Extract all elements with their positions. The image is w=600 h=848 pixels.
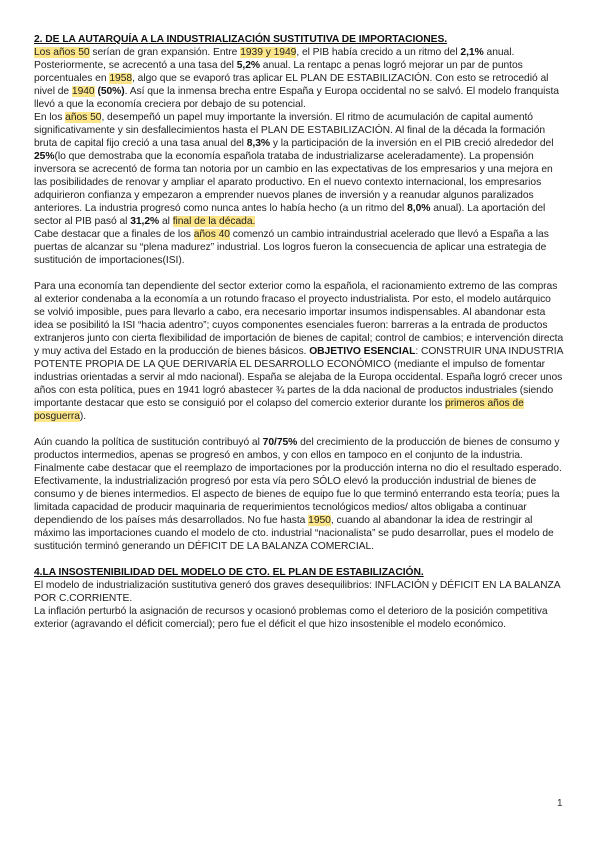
text-run: anual. La rentapc a penas logró mejorar un par de puntos porcentuales en [34, 60, 523, 84]
section-heading-4: 4.LA INSOSTENIBILIDAD DEL MODELO DE CTO. EL PLAN DE ESTABILIZACIÓN. [34, 567, 424, 578]
text-run: . Así que la inmensa brecha entre España y Europa occidental no se salvó. El modelo franquista llevó a que la economía creciera por debajo de su potencial. [34, 86, 559, 110]
paragraph-7 [34, 579, 564, 605]
text-run: : CONSTRUIR UNA INDUSTRIA POTENTE PROPIA DE LA QUE DERIVARÍA EL DESARROLLO ECONÓMICO (mediante el impulso de fomentar industrias orientadas a servir al mdo nacional). España se alejaba de la Europa occidental. España logró crecer unos años con esta política, pues en 1941 logró abastecer ¾ partes de la dda nacional de productos industriales (siendo importante destacar que esto se consiguió por el colapso del comercio exterior durante los [34, 346, 563, 409]
text-run: , desempeñó un papel muy importante la inversión. El ritmo de acumulación de capital aumentó significativamente y sin desfallecimientos hasta el PLAN DE ESTABILIZACIÓN. Al final de la década la formación bruta de capital fijo creció a una tasa anual del [34, 112, 546, 149]
bold-text: 31,2% [130, 216, 160, 227]
bold-text: 2,1% [460, 47, 484, 58]
bold-text: 25% [34, 151, 55, 162]
text-run: El modelo de industrialización sustitutiva generó dos graves desequilibrios: INFLACIÓN y DÉFICIT EN LA BALANZA POR C.CORRIENTE. [34, 580, 560, 604]
highlighted-text: años 40 [193, 229, 230, 240]
paragraph-8 [34, 605, 564, 631]
text-run: anual. Posteriormente, se acrecentó a una tasa del [34, 47, 515, 71]
text-run: serían de gran expansión. Entre [89, 47, 241, 58]
highlighted-text: 1950 [308, 515, 331, 526]
text-run: del crecimiento de la producción de bienes de consumo y productos intermedios, apenas se progresó en ambos, y con ellos en tampoco en el conjunto de la industria. [34, 437, 560, 461]
page-number: 1 [557, 798, 563, 809]
paragraph-6 [34, 462, 564, 553]
text-run: Cabe destacar que a finales de los [34, 229, 194, 240]
text-run: (lo que demostraba que la economía española trataba de industrializarse aceleradamente). La propensión inversora se acrecentó de forma tan notoria por un cambio en las expectativas de los empresarios y una mejora en las posibilidades de renovar y ampliar el aparato productivo. En el nuevo contexto internacional, los empresarios adquirieron confianza y empezaron a emprender nuevos planes de inversión y a reanudar algunos paralizados anteriores. La industria progresó como nunca antes lo había hecho (a un ritmo del [34, 151, 553, 214]
highlighted-text: final de la década. [172, 216, 256, 227]
text-run: , algo que se evaporó tras aplicar EL PLAN DE ESTABILIZACIÓN. Con esto se retrocedió al nivel de [34, 73, 549, 97]
text-run: comenzó un cambio intraindustrial acelerado que llevó a España a las puertas de alcanzar su “plena madurez” industrial. Los logros fueron la consecuencia de aplicar una estrategia de sustitución de importaciones(ISI). [34, 229, 549, 266]
text-run: , el PIB había crecido a un ritmo del [296, 47, 461, 58]
paragraph-5 [34, 436, 564, 462]
bold-text: 5,2% [236, 60, 260, 71]
text-run: En los [34, 112, 66, 123]
highlighted-text: primeros años de posguerra [34, 398, 524, 422]
paragraph-spacer [34, 553, 564, 566]
page-content [34, 33, 564, 631]
section-heading-2: 2. DE LA AUTARQUÍA A LA INDUSTRIALIZACIÓN SUSTITUTIVA DE IMPORTACIONES. [34, 34, 448, 45]
bold-text: OBJETIVO ESENCIAL [309, 346, 416, 357]
bold-text: (50%) [97, 86, 125, 97]
paragraph-4 [34, 280, 564, 423]
paragraph-spacer [34, 267, 564, 280]
text-run: anual). La aportación del sector al PIB pasó al [34, 203, 546, 227]
paragraph-spacer [34, 423, 564, 436]
paragraph-2 [34, 111, 564, 228]
highlighted-text: 1940 [71, 86, 95, 97]
bold-text: 70/75% [262, 437, 298, 448]
text-run: ). [79, 411, 87, 422]
paragraph-3 [34, 228, 564, 267]
text-run: Para una economía tan dependiente del sector exterior como la española, el racionamiento extremo de las compras al exterior condenaba a la economía a un rotundo fracaso el proyecto industrialista. Por esto, el modelo autárquico se volvió imposible, pues para llevarlo a cabo, era necesario importar insumos indispensables. Al abandonar esta idea se posibilitó la ISI “hacia adentro”; cuyos componentes esenciales fueron: barreras a la entrada de productos extranjeros junto con cierta flexibilidad de importación de bienes de capital; control de cambios; e intervención directa y muy activa del Estado en la producción de bienes básicos. [34, 281, 564, 357]
text-run: La inflación perturbó la asignación de recursos y ocasionó problemas como el deterioro de la posición competitiva exterior (agravando el déficit comercial); pero fue el déficit el que hizo insostenible el modelo económico. [34, 606, 548, 630]
bold-text: 8,0% [407, 203, 431, 214]
text-run: Finalmente cabe destacar que el reemplazo de importaciones por la producción interna no dio el resultado esperado. Efectivamente, la industrialización progresó por esta vía pero SÓLO elevó la producción industrial de bienes de consumo y de bienes intermedios. El aspecto de bienes de equipo fue lo que terminó enterrando esta teoría; pues la limitada capacidad de producir maquinaria de requerimientos tecnológicos medios/ altos obligaba a continuar dependiendo de los países más desarrollados. No fue hasta [34, 463, 562, 526]
bold-text: 8,3% [246, 138, 271, 149]
text-run: Aún cuando la política de sustitución contribuyó al [34, 437, 263, 448]
highlighted-text: Los años 50 [34, 47, 90, 58]
text-run: , cuando al abandonar la idea de restringir al máximo las importaciones cuando el modelo de cto. industrial “nacionalista” se pudo desarrollar, pues el modelo de sustitución terminó generando un DÉFICIT DE LA BALANZA COMERCIAL. [34, 515, 554, 552]
highlighted-text: 1939 y 1949 [240, 47, 297, 58]
paragraph-1 [34, 46, 564, 111]
highlighted-text: 1958 [109, 73, 133, 84]
text-run: y la participación de la inversión en el PIB creció alrededor del [270, 138, 554, 149]
highlighted-text: años 50 [65, 112, 102, 123]
text-run: al [159, 216, 173, 227]
